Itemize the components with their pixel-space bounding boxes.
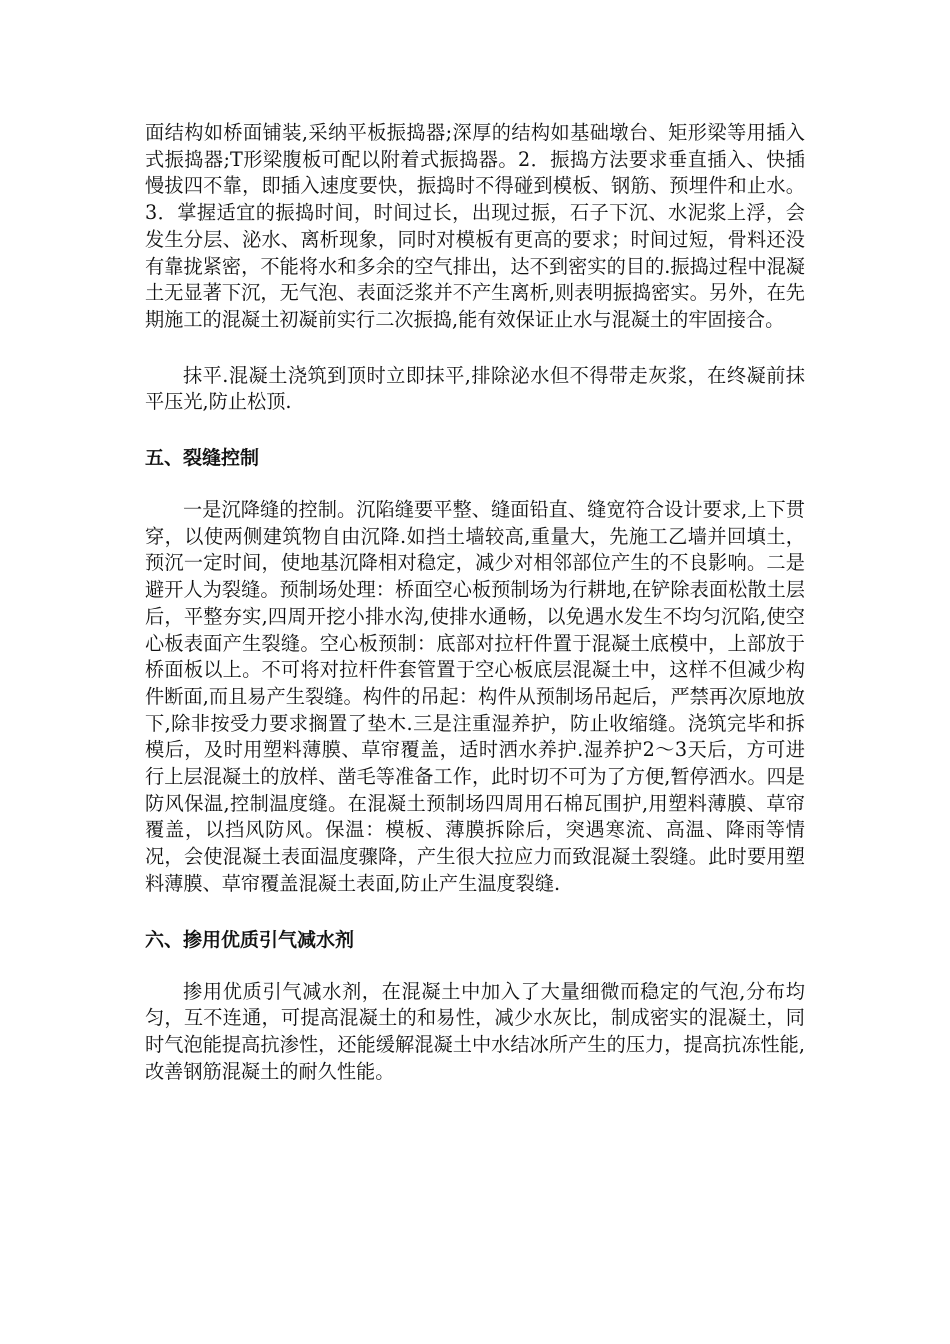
paragraph-vibration: 面结构如桥面铺装,采纳平板振捣器;深厚的结构如基础墩台、矩形梁等用插入式振捣器;T形梁腹板可配以附着式振捣器。2．振捣方法要求垂直插入、快插慢拔四不靠，即插入速度要快，振捣时不得碰到模板、钢筋、预埋件和止水。3．掌握适宜的振捣时间，时间过长，出现过振，石子下沉、水泥浆上浮，会发生分层、泌水、离析现象，同时对模板有更高的要求；时间过短，骨料还没有靠拢紧密，不能将水和多余的空气排出，达不到密实的目的.振捣过程中混凝土无显著下沉，无气泡、表面泛浆并不产生离析,则表明振捣密实。另外，在先期施工的混凝土初凝前实行二次振捣,能有效保证止水与混凝土的牢固接合。 <box>145 121 805 331</box>
document-body <box>145 120 805 1085</box>
section-heading-crack-control: 五、裂缝控制 <box>145 447 260 470</box>
section-heading-air-entraining-agent: 六、掺用优质引气减水剂 <box>145 928 355 951</box>
paragraph-air-entraining-agent: 掺用优质引气减水剂，在混凝土中加入了大量细微而稳定的气泡,分布均匀，互不连通，可提高混凝土的和易性，减少水灰比，制成密实的混凝土，同时气泡能提高抗渗性，还能缓解混凝土中水结冰所产生的压力，提高抗冻性能,改善钢筋混凝土的耐久性能。 <box>145 979 805 1083</box>
paragraph-crack-control: 一是沉降缝的控制。沉陷缝要平整、缝面铅直、缝宽符合设计要求,上下贯穿，以使两侧建筑物自由沉降.如挡土墙较高,重量大，先施工乙墙并回填土，预沉一定时间，使地基沉降相对稳定，减少对相邻部位产生的不良影响。二是避开人为裂缝。预制场处理：桥面空心板预制场为行耕地,在铲除表面松散土层后，平整夯实,四周开挖小排水沟,使排水通畅，以免遇水发生不均匀沉陷,使空心板表面产生裂缝。空心板预制：底部对拉杆件置于混凝土底模中，上部放于桥面板以上。不可将对拉杆件套管置于空心板底层混凝土中，这样不但减少构件断面,而且易产生裂缝。构件的吊起：构件从预制场吊起后，严禁再次原地放下,除非按受力要求搁置了垫木.三是注重湿养护，防止收缩缝。浇筑完毕和拆模后，及时用塑料薄膜、草帘覆盖，适时洒水养护.湿养护2～3天后，方可进行上层混凝土的放样、凿毛等准备工作，此时切不可为了方便,暂停洒水。四是防风保温,控制温度缝。在混凝土预制场四周用石棉瓦围护,用塑料薄膜、草帘覆盖，以挡风防风。保温：模板、薄膜拆除后，突遇寒流、高温、降雨等情况，会使混凝土表面温度骤降，产生很大拉应力而致混凝土裂缝。此时要用塑料薄膜、草帘覆盖混凝土表面,防止产生温度裂缝. <box>145 498 805 895</box>
paragraph-leveling: 抹平.混凝土浇筑到顶时立即抹平,排除泌水但不得带走灰浆，在终凝前抹平压光,防止松顶. <box>145 363 805 414</box>
